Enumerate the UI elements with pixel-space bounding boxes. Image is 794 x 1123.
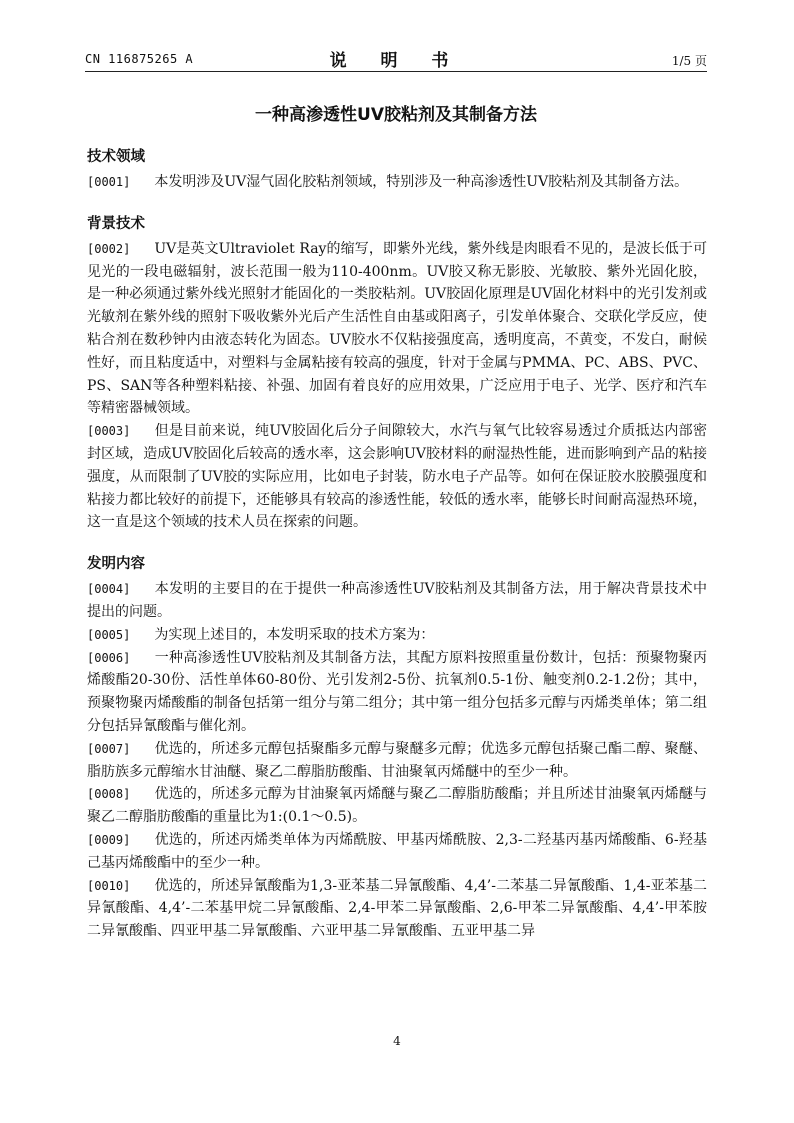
- paragraph-number: [0010]: [87, 878, 131, 893]
- paragraph-text: 优选的，所述多元醇包括聚酯多元醇与聚醚多元醇；优选多元醇包括聚己酯二醇、聚醚、脂肪族多元醇缩水甘油醚、聚乙二醇脂肪酸酯、甘油聚氧丙烯醚中的至少一种。: [87, 740, 707, 780]
- paragraph-0007: [87, 738, 707, 784]
- paragraph-number: [0005]: [87, 627, 131, 642]
- paragraph-text: 本发明的主要目的在于提供一种高渗透性UV胶粘剂及其制备方法，用于解决背景技术中提出的问题。: [87, 581, 707, 620]
- page-header: [85, 46, 707, 70]
- section-heading-background: 背景技术: [87, 215, 145, 232]
- document-title: 一种高渗透性UV胶粘剂及其制备方法: [255, 105, 537, 125]
- paragraph-number: [0009]: [87, 832, 131, 847]
- paragraph-number: [0001]: [87, 175, 131, 189]
- paragraph-0009: [87, 829, 707, 875]
- paragraph-number: [0002]: [87, 241, 131, 256]
- document-type-label: 说 明 书: [329, 51, 463, 71]
- document-body: [87, 146, 707, 943]
- header-divider: [85, 71, 707, 72]
- paragraph-0003: [87, 420, 707, 534]
- paragraph-text: 一种高渗透性UV胶粘剂及其制备方法，其配方原料按照重量份数计，包括：预聚物聚丙烯酸酯20-30份、活性单体60-80份、光引发剂2-5份、抗氧剂0.5-1份、触变剂0.2-1.2份；其中，预聚物聚丙烯酸酯的制备包括第一组分与第二组分；其中第一组分包括多元醇与丙烯类单体；第二组分包括异氰酸酯与催化剂。: [87, 649, 707, 734]
- paragraph-text: 为实现上述目的，本发明采取的技术方案为：: [154, 626, 435, 643]
- paragraph-0010: [87, 875, 707, 943]
- section-heading-summary: 发明内容: [87, 556, 145, 573]
- paragraph-text: UV是英文Ultraviolet Ray的缩写，即紫外光线，紫外线是肉眼看不见的，是波长低于可见光的一段电磁辐射，波长范围一般为110-400nm。UV胶又称无影胶、光敏胶、紫外光固化胶，是一种必须通过紫外线光照射才能固化的一类胶粘剂。UV胶固化原理是UV固化材料中的光引发剂或光敏剂在紫外线的照射下吸收紫外光后产生活性自由基或阳离子，引发单体聚合、交联化学反应，使粘合剂在数秒钟内由液态转化为固态。UV胶水不仅粘接强度高，透明度高，不黄变，不发白，耐候性好，而且粘度适中，对塑料与金属粘接有较高的强度，针对于金属与PMMA、PC、ABS、PVC、PS、SAN等各种塑料粘接、补强、加固有着良好的应用效果，广泛应用于电子、光学、医疗和汽车等精密器械领域。: [87, 240, 707, 417]
- paragraph-number: [0008]: [87, 787, 131, 802]
- paragraph-0001: [87, 171, 707, 194]
- paragraph-0008: [87, 783, 707, 829]
- paragraph-0006: [87, 647, 707, 738]
- paragraph-number: [0003]: [87, 424, 131, 439]
- page-number: 4: [393, 1034, 401, 1048]
- paragraph-0005: [87, 624, 707, 647]
- paragraph-0004: [87, 578, 707, 624]
- paragraph-text: 但是目前来说，纯UV胶固化后分子间隙较大，水汽与氧气比较容易透过介质抵达内部密封区域，造成UV胶固化后较高的透水率，这会影响UV胶材料的耐湿热性能，进而影响到产品的粘接强度，从而限制了UV胶的实际应用，比如电子封装，防水电子产品等。如何在保证胶水胶膜强度和粘接力都比较好的前提下，还能够具有较高的渗透性能，较低的透水率，能够长时间耐高湿热环境，这一直是这个领域的技术人员在探索的问题。: [87, 423, 707, 531]
- paragraph-0002: [87, 238, 707, 420]
- page-indicator: 1/5 页: [671, 54, 707, 68]
- paragraph-number: [0006]: [87, 650, 131, 665]
- paragraph-number: [0004]: [87, 582, 131, 597]
- publication-number: CN 116875265 A: [85, 52, 194, 66]
- paragraph-text: 本发明涉及UV湿气固化胶粘剂领域，特别涉及一种高渗透性UV胶粘剂及其制备方法。: [154, 174, 689, 190]
- paragraph-text: 优选的，所述异氰酸酯为1,3-亚苯基二异氰酸酯、4,4’-二苯基二异氰酸酯、1,4-亚苯基二异氰酸酯、4,4’-二苯基甲烷二异氰酸酯、2,4-甲苯二异氰酸酯、2,6-甲苯二异氰酸酯、4,4’-甲苯胺二异氰酸酯、四亚甲基二异氰酸酯、六亚甲基二异氰酸酯、五亚甲基二异: [87, 877, 707, 940]
- paragraph-text: 优选的，所述多元醇为甘油聚氧丙烯醚与聚乙二醇脂肪酸酯；并且所述甘油聚氧丙烯醚与聚乙二醇脂肪酸酯的重量比为1:(0.1～0.5)。: [87, 786, 707, 826]
- paragraph-text: 优选的，所述丙烯类单体为丙烯酰胺、甲基丙烯酰胺、2,3-二羟基丙基丙烯酸酯、6-羟基己基丙烯酸酯中的至少一种。: [87, 831, 707, 871]
- section-heading-technical-field: 技术领域: [87, 149, 145, 165]
- paragraph-number: [0007]: [87, 741, 131, 756]
